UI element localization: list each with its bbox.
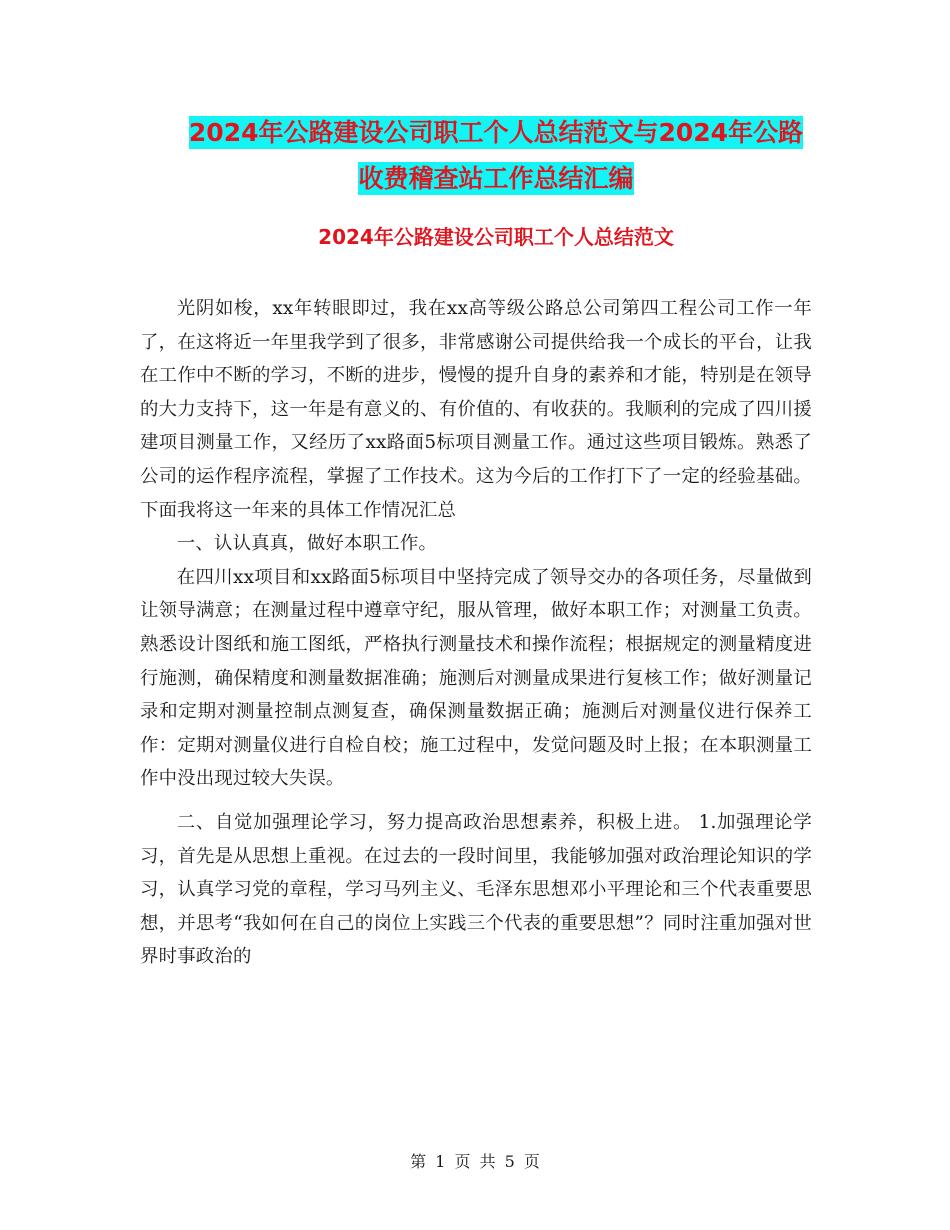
document-body <box>140 292 812 974</box>
page-footer: 第 1 页 共 5 页 <box>410 1152 540 1171</box>
paragraph-intro: 光阴如梭，xx年转眼即过，我在xx高等级公路总公司第四工程公司工作一年了，在这将近一年里我学到了很多，非常感谢公司提供给我一个成长的平台，让我在工作中不断的学习，不断的进步，慢慢的提升自身的素养和才能，特别是在领导的大力支持下，这一年是有意义的、有价值的、有收获的。我顺利的完成了四川援建项目测量工作，又经历了xx路面5标项目测量工作。通过这些项目锻炼。熟悉了公司的运作程序流程，掌握了工作技术。这为今后的工作打下了一定的经验基础。下面我将这一年来的具体工作情况汇总 <box>140 298 812 521</box>
title-line-1: 2024年公路建设公司职工个人总结范文与2024年公路 <box>188 118 804 147</box>
title-line-2: 收费稽查站工作总结汇编 <box>358 164 634 193</box>
document-title <box>140 110 852 202</box>
section-title: 2024年公路建设公司职工个人总结范文 <box>318 225 674 249</box>
paragraph-heading-1: 一、认认真真，做好本职工作。 <box>176 533 438 555</box>
paragraph-heading-2: 二、自觉加强理论学习，努力提高政治思想素养，积极上进。 1.加强理论学习，首先是从思想上重视。在过去的一段时间里，我能够加强对政治理论知识的学习，认真学习党的章程，学习马列主义、毛泽东思想邓小平理论和三个代表重要思想，并思考“我如何在自己的岗位上实践三个代表的重要思想”？同时注重加强对世界时事政治的 <box>140 811 812 968</box>
paragraph-duties: 在四川xx项目和xx路面5标项目中坚持完成了领导交办的各项任务，尽量做到让领导满意；在测量过程中遵章守纪，服从管理，做好本职工作；对测量工负责。熟悉设计图纸和施工图纸，严格执行测量技术和操作流程；根据规定的测量精度进行施测，确保精度和测量数据准确；施测后对测量成果进行复核工作；做好测量记录和定期对测量控制点测复查，确保测量数据正确；施测后对测量仪进行保养工作：定期对测量仪进行自检自校；施工过程中，发觉问题及时上报；在本职测量工作中没出现过较大失误。 <box>140 566 812 790</box>
